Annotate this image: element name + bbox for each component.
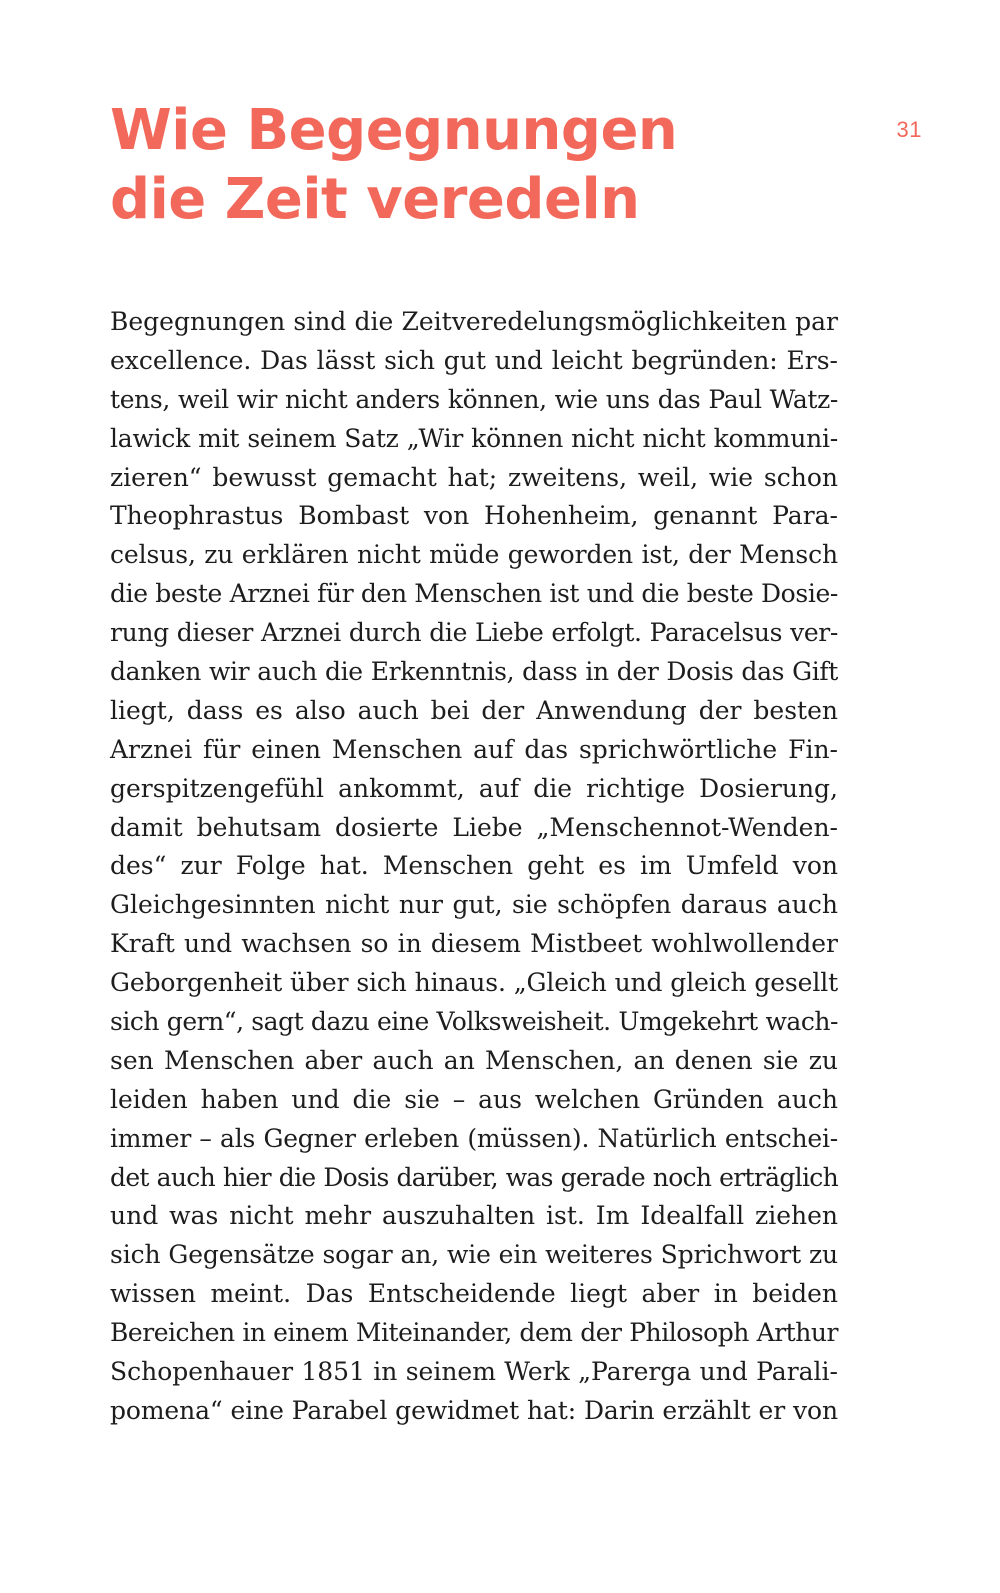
text-line: leiden haben und die sie – aus welchen Gründen auch [110, 1084, 838, 1114]
text-line: celsus, zu erklären nicht müde geworden ist, der Mensch [110, 540, 838, 570]
page-number: 31 [896, 117, 922, 142]
text-line: wissen meint. Das Entscheidende liegt aber in beiden [110, 1279, 838, 1309]
text-line: Theophrastus Bombast von Hohenheim, genannt Para- [110, 501, 838, 531]
text-line: danken wir auch die Erkenntnis, dass in der Dosis das Gift [110, 657, 838, 687]
text-line: Bereichen in einem Miteinander, dem der Philosoph Arthur [110, 1318, 838, 1348]
text-line: des“ zur Folge hat. Menschen geht es im Umfeld von [110, 851, 838, 881]
text-line: excellence. Das lässt sich gut und leicht begründen: Ers- [110, 345, 838, 375]
text-line: pomena“ eine Parabel gewidmet hat: Darin erzählt er von [110, 1395, 838, 1425]
text-line: lawick mit seinem Satz „Wir können nicht nicht kommuni- [110, 423, 838, 453]
text-line: Begegnungen sind die Zeitveredelungsmöglichkeiten par [110, 307, 838, 336]
text-line: Schopenhauer 1851 in seinem Werk „Parerga und Parali- [110, 1357, 838, 1387]
text-line: immer – als Gegner erleben (müssen). Natürlich entschei- [110, 1123, 838, 1153]
text-line: sich Gegensätze sogar an, wie ein weiteres Sprichwort zu [110, 1240, 838, 1270]
chapter-title-line: die Zeit veredeln [110, 167, 640, 232]
chapter-title [110, 96, 677, 234]
text-line: und was nicht mehr auszuhalten ist. Im Idealfall ziehen [110, 1201, 838, 1231]
text-line: sich gern“, sagt dazu eine Volksweisheit. Umgekehrt wach- [110, 1007, 838, 1037]
text-line: damit behutsam dosierte Liebe „Menschennot-Wenden- [110, 812, 838, 842]
text-line: Gleichgesinnten nicht nur gut, sie schöpfen daraus auch [110, 890, 838, 920]
text-line: die beste Arznei für den Menschen ist und die beste Dosie- [110, 579, 838, 609]
text-line: liegt, dass es also auch bei der Anwendung der besten [110, 695, 838, 725]
text-line: rung dieser Arznei durch die Liebe erfolgt. Paracelsus ver- [110, 618, 838, 648]
text-line: tens, weil wir nicht anders können, wie uns das Paul Watz- [110, 384, 838, 414]
body-paragraph [110, 303, 838, 1431]
text-line: sen Menschen aber auch an Menschen, an denen sie zu [110, 1045, 838, 1075]
text-line: Kraft und wachsen so in diesem Mistbeet wohlwollender [110, 929, 838, 959]
text-line: gerspitzengefühl ankommt, auf die richtige Dosierung, [110, 773, 838, 803]
text-line: Geborgenheit über sich hinaus. „Gleich und gleich gesellt [110, 968, 838, 998]
text-line: zieren“ bewusst gemacht hat; zweitens, weil, wie schon [110, 462, 838, 492]
text-line: Arznei für einen Menschen auf das sprichwörtliche Fin- [110, 734, 838, 764]
chapter-title-line: Wie Begegnungen [110, 98, 678, 163]
text-line: det auch hier die Dosis darüber, was gerade noch erträglich [110, 1162, 838, 1192]
